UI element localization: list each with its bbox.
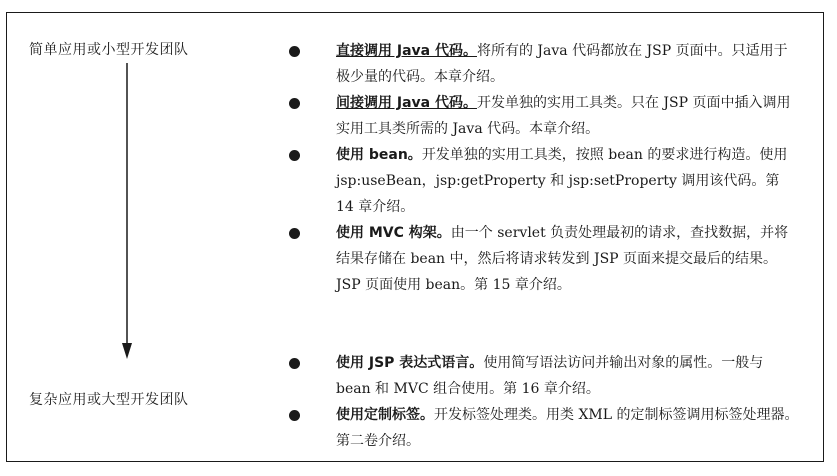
list-item-text bbox=[336, 38, 799, 90]
bullet-icon bbox=[289, 98, 300, 109]
bullet-icon bbox=[289, 46, 300, 57]
item-body: 开发单独的实用工具类，按照 bean 的要求进行构造。使用 jsp:useBean，jsp:getProperty 和 jsp:setProperty 调用该代码。第 14 章介绍。 bbox=[336, 147, 788, 215]
item-lead: 使用定制标签。 bbox=[336, 407, 434, 423]
item-body: 开发单独的实用工具类。只在 JSP 页面中插入调用实用工具类所需的 Java 代码。本章介绍。 bbox=[336, 95, 791, 137]
list-item-text bbox=[336, 402, 799, 454]
bullet-icon bbox=[289, 410, 300, 421]
approach-list bbox=[7, 13, 823, 461]
item-body: 使用简写语法访问并输出对象的属性。一般与 bean 和 MVC 组合使用。第 16 章介绍。 bbox=[336, 355, 764, 397]
scale-top-label: 简单应用或小型开发团队 bbox=[29, 42, 189, 58]
scale-bottom-label: 复杂应用或大型开发团队 bbox=[29, 392, 189, 408]
item-lead: 使用 JSP 表达式语言。 bbox=[336, 355, 484, 371]
list-item-text bbox=[336, 350, 799, 402]
item-body: 开发标签处理类。用类 XML 的定制标签调用标签处理器。第二卷介绍。 bbox=[336, 407, 799, 449]
table-frame bbox=[6, 12, 824, 462]
item-lead: 使用 bean。 bbox=[336, 147, 422, 163]
item-lead: 间接调用 Java 代码。 bbox=[336, 95, 477, 111]
item-body: 将所有的 Java 代码都放在 JSP 页面中。只适用于极少量的代码。本章介绍。 bbox=[336, 43, 788, 85]
list-item-text bbox=[336, 220, 799, 298]
item-lead: 直接调用 Java 代码。 bbox=[336, 43, 477, 59]
item-body: 由一个 servlet 负责处理最初的请求，查找数据，并将结果存储在 bean 中，然后将请求转发到 JSP 页面来提交最后的结果。JSP 页面使用 bean。第 15 章介绍。 bbox=[336, 225, 789, 293]
list-item-text bbox=[336, 90, 799, 142]
list-item-text bbox=[336, 142, 799, 220]
bullet-icon bbox=[289, 358, 300, 369]
item-lead: 使用 MVC 构架。 bbox=[336, 225, 451, 241]
bullet-icon bbox=[289, 228, 300, 239]
bullet-icon bbox=[289, 150, 300, 161]
